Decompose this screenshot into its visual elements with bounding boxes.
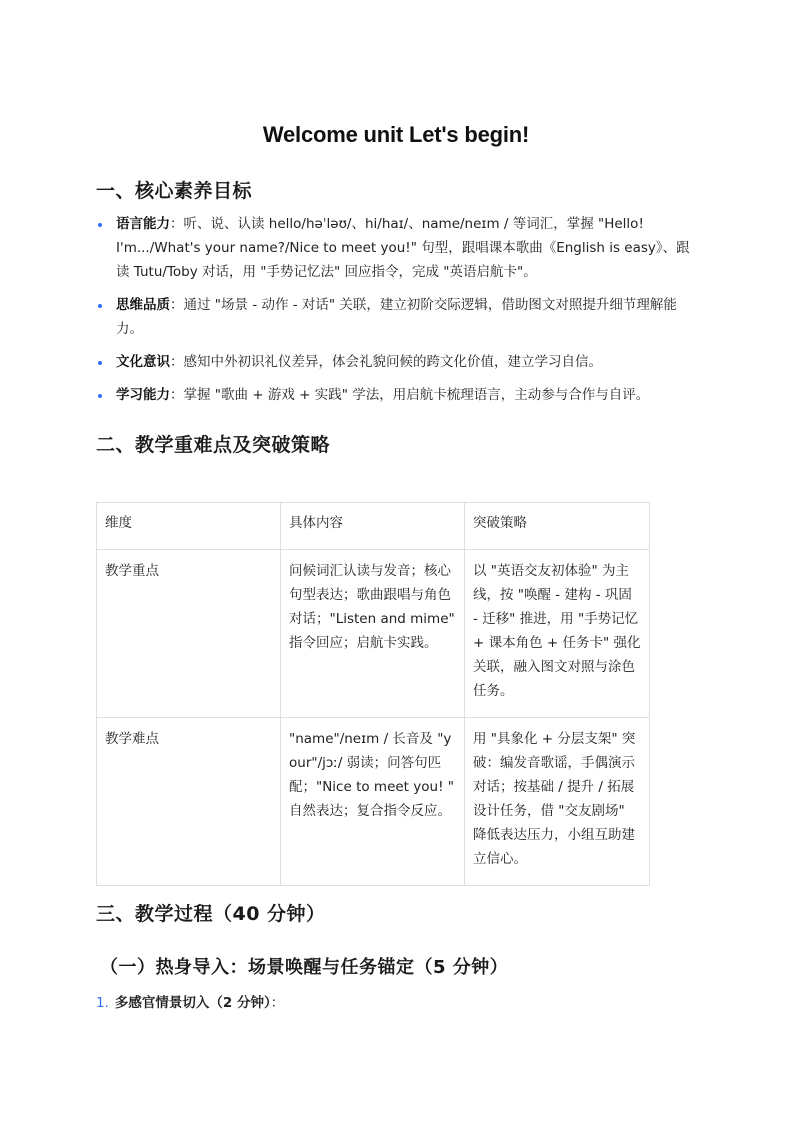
separator: ：: [170, 216, 184, 232]
table-row: [97, 550, 650, 718]
item-label: 文化意识: [116, 354, 170, 370]
table-header-cell: 维度: [97, 503, 281, 550]
separator: ：: [170, 297, 184, 313]
numbered-item: [96, 991, 284, 1011]
table-cell: 用 "具象化 + 分层支架" 突破：编发音歌谣，手偶演示对话；按基础 / 提升 / 拓展设计任务，借 "交友剧场" 降低表达压力，小组互助建立信心。: [465, 718, 650, 886]
separator: ：: [170, 387, 184, 403]
document-title: Welcome unit Let's begin!: [262, 122, 530, 147]
item-label: 语言能力: [116, 216, 170, 232]
table-cell: 教学重点: [97, 550, 281, 718]
section-heading-core-goals: 一、核心素养目标: [96, 180, 253, 202]
bullet-icon: [98, 361, 102, 365]
section-heading-key-points: 二、教学重难点及突破策略: [96, 434, 331, 456]
bullet-icon: [98, 394, 102, 398]
item-text: 掌握 "歌曲 + 游戏 + 实践" 学法，用启航卡梳理语言，主动参与合作与自评。: [183, 387, 650, 403]
list-item: [96, 383, 696, 407]
table-cell: "name"/neɪm / 长音及 "your"/jɔː/ 弱读；问答句匹配；"Nice to meet you! " 自然表达；复合指令反应。: [281, 718, 465, 886]
core-goals-list: [96, 212, 696, 416]
table-row: [97, 718, 650, 886]
item-label: 思维品质: [116, 297, 170, 313]
separator: ：: [270, 995, 285, 1011]
item-text: 听、说、认读 hello/həˈləʊ/、hi/haɪ/、name/neɪm / 等词汇，掌握 "Hello! I'm.../What's your name?/Nice to meet you!" 句型，跟唱课本歌曲《English is easy》、跟读 Tutu/Toby 对话，用 "手势记忆法" 回应指令，完成 "英语启航卡"。: [116, 216, 690, 280]
item-label: 多感官情景切入（2 分钟）: [114, 995, 271, 1011]
bullet-icon: [98, 223, 102, 227]
item-number: 1.: [96, 995, 109, 1011]
list-item: [96, 212, 696, 284]
table-header-cell: 突破策略: [465, 503, 650, 550]
table-cell: 教学难点: [97, 718, 281, 886]
item-text: 感知中外初识礼仪差异，体会礼貌问候的跨文化价值，建立学习自信。: [183, 354, 602, 370]
key-points-table: [96, 502, 650, 886]
table-header-cell: 具体内容: [281, 503, 465, 550]
separator: ：: [170, 354, 184, 370]
item-label: 学习能力: [116, 387, 170, 403]
bullet-icon: [98, 304, 102, 308]
item-text: 通过 "场景 - 动作 - 对话" 关联，建立初阶交际逻辑，借助图文对照提升细节理解能力。: [116, 297, 677, 337]
subsection-heading-warm-up: （一）热身导入：场景唤醒与任务锚定（5 分钟）: [100, 957, 509, 978]
table-cell: 以 "英语交友初体验" 为主线，按 "唤醒 - 建构 - 巩固 - 迁移" 推进，用 "手势记忆 + 课本角色 + 任务卡" 强化关联，融入图文对照与涂色任务。: [465, 550, 650, 718]
list-item: [96, 293, 696, 341]
table-cell: 问候词汇认读与发音；核心句型表达；歌曲跟唱与角色对话；"Listen and mime" 指令回应；启航卡实践。: [281, 550, 465, 718]
list-item: [96, 350, 696, 374]
table-header-row: [97, 503, 650, 550]
section-heading-teaching-process: 三、教学过程（40 分钟）: [96, 903, 326, 925]
